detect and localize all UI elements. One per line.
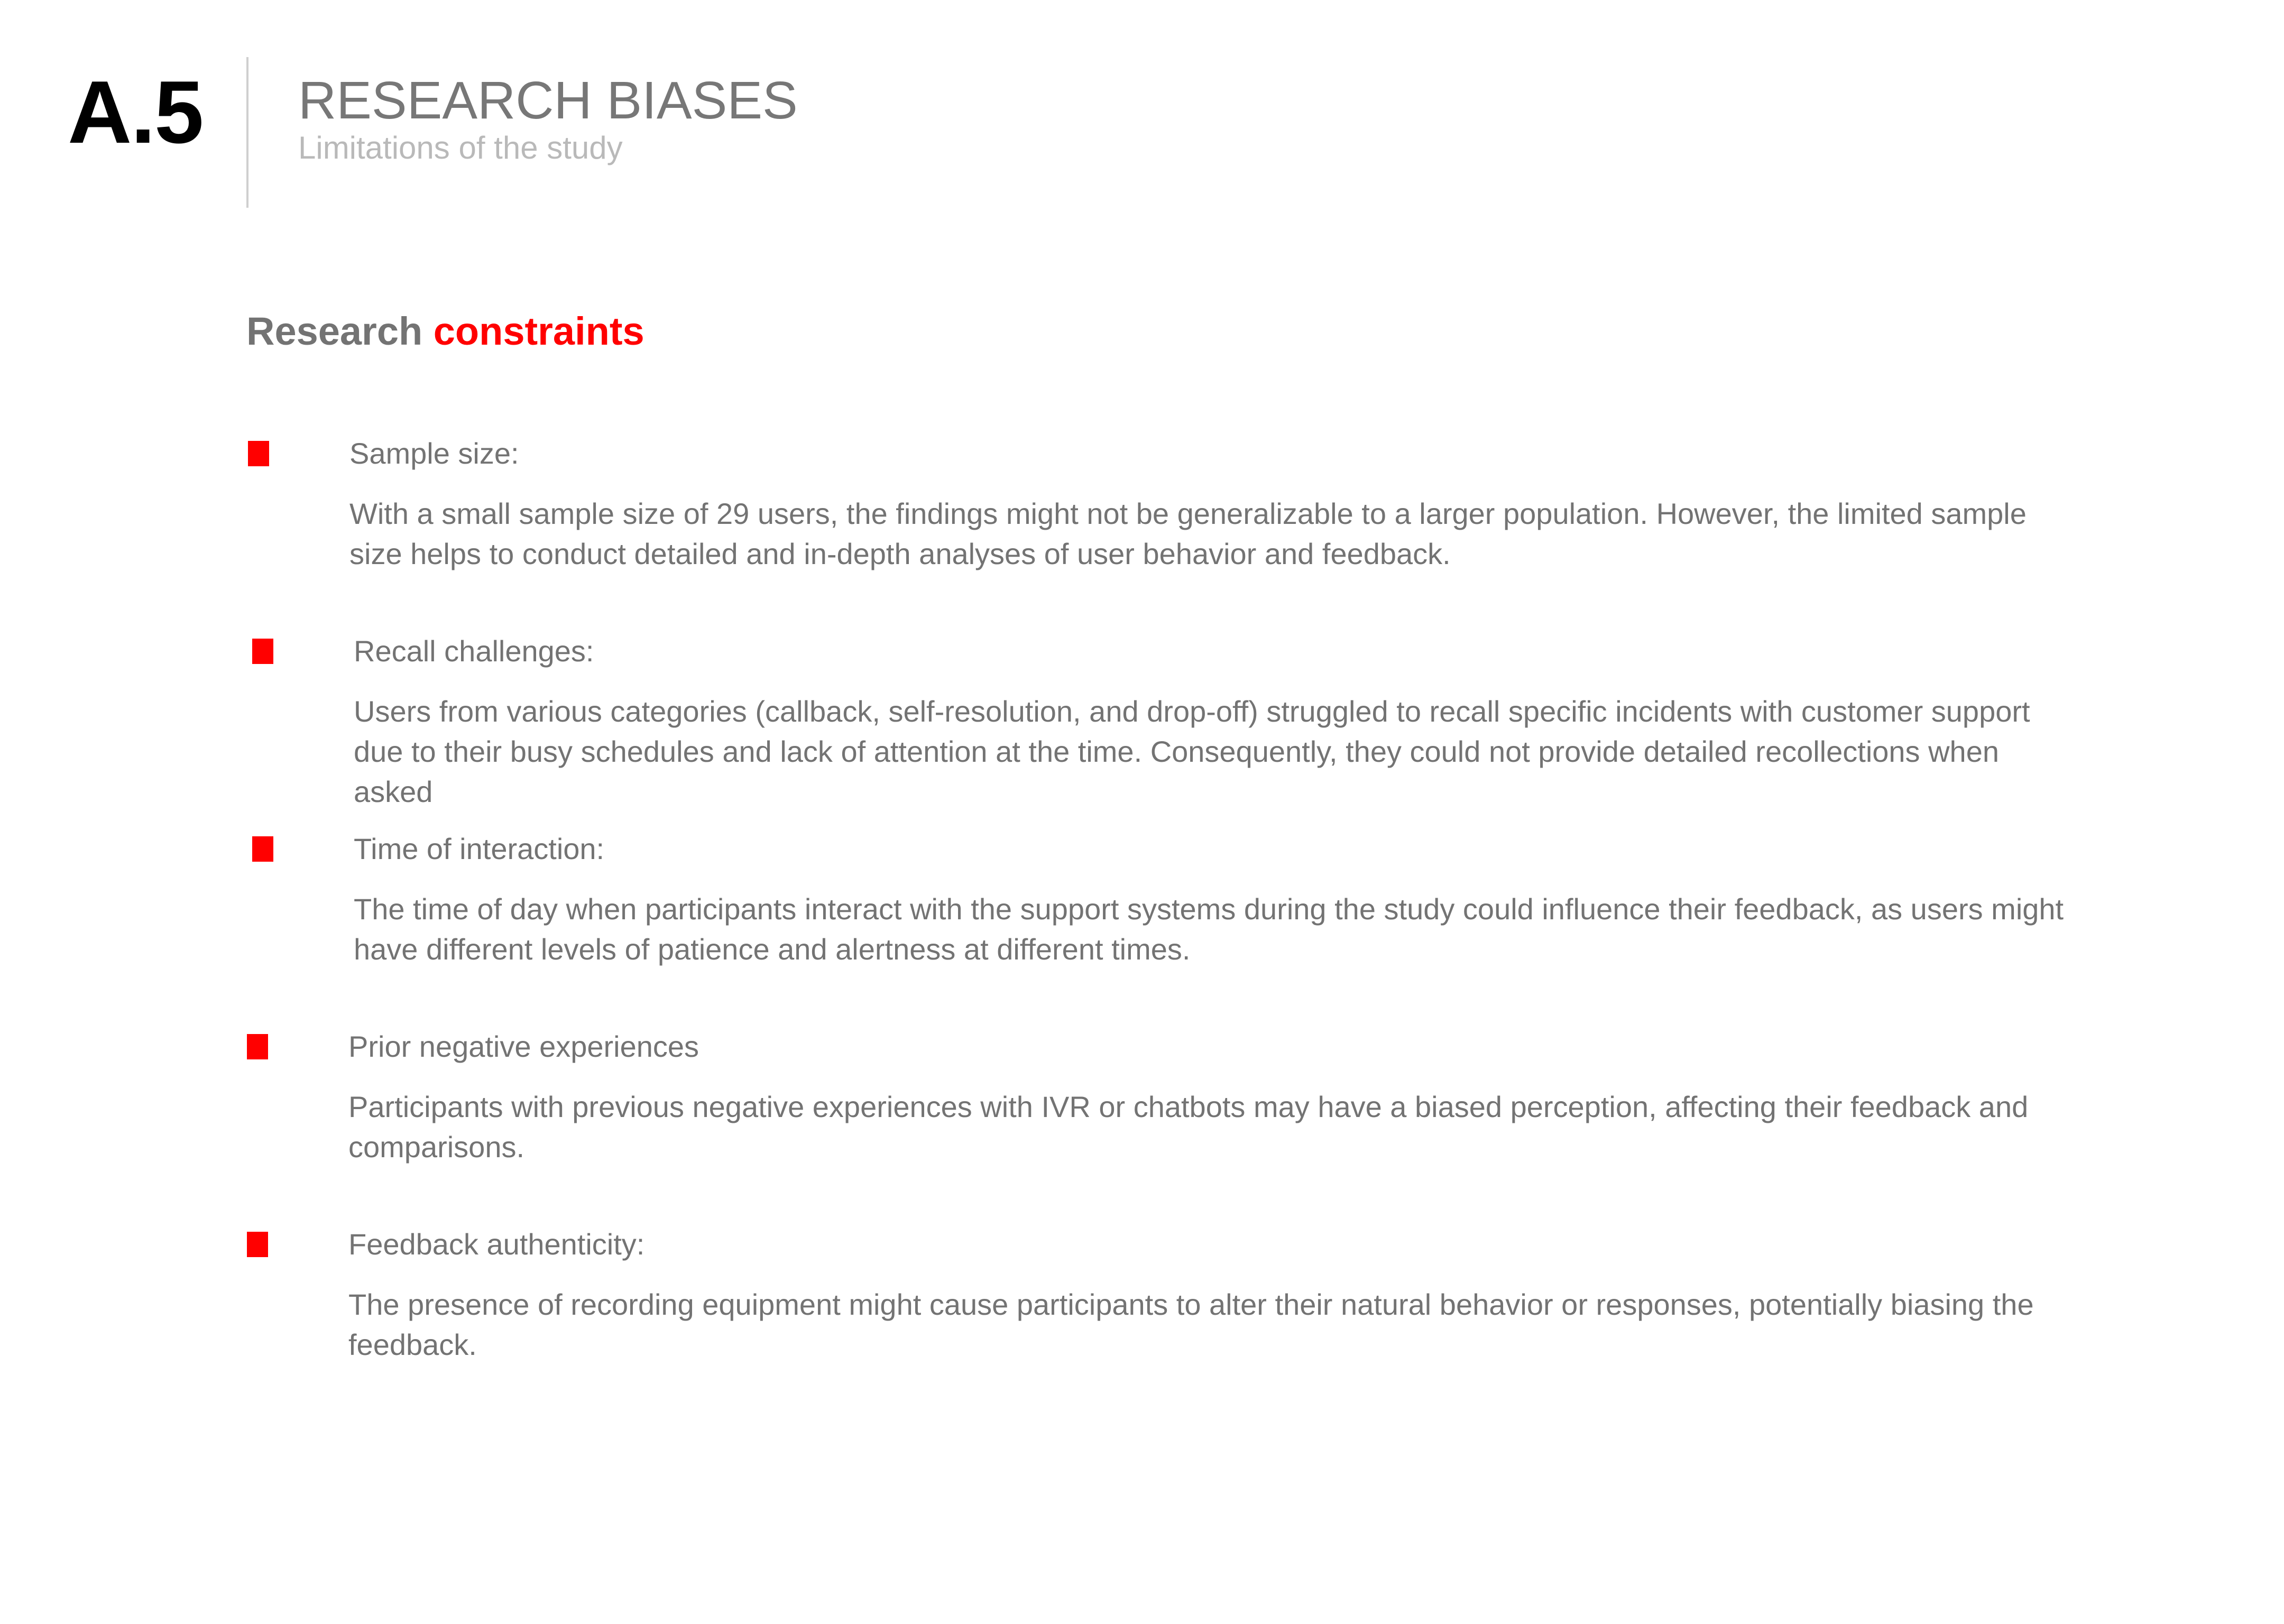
section-heading-accent: constraints	[433, 309, 644, 353]
section-number: A.5	[68, 62, 203, 162]
bullet-marker	[248, 441, 269, 466]
bullet-marker	[247, 1034, 268, 1059]
constraint-label: Feedback authenticity:	[348, 1228, 645, 1261]
constraint-text: The presence of recording equipment might cause participants to alter their natural behavior or responses, potentially biasing the feedback.	[348, 1288, 2034, 1361]
bullet-marker	[247, 1232, 268, 1257]
constraint-text: With a small sample size of 29 users, the findings might not be generalizable to a larger population. However, the limited sample size helps to conduct detailed and in-depth analyses of user behavior and feedback.	[349, 497, 2027, 570]
constraint-label: Sample size:	[349, 437, 519, 470]
page-title: RESEARCH BIASES	[298, 71, 798, 130]
page-subtitle: Limitations of the study	[298, 130, 623, 165]
header-divider	[246, 57, 248, 208]
bullet-marker	[252, 639, 273, 664]
section-heading	[246, 309, 644, 353]
constraint-text: Users from various categories (callback, self-resolution, and drop-off) struggled to recall specific incidents with customer support due to their busy schedules and lack of attention at the time. Consequently, they could not provide detailed recollections when asked	[354, 695, 2030, 808]
constraint-label: Prior negative experiences	[348, 1030, 699, 1063]
constraint-text: The time of day when participants interact with the support systems during the study could influence their feedback, as users might have different levels of patience and alertness at different times.	[354, 892, 2064, 966]
constraint-text: Participants with previous negative experiences with IVR or chatbots may have a biased perception, affecting their feedback and comparisons.	[348, 1090, 2029, 1164]
constraint-label: Recall challenges:	[354, 634, 594, 668]
constraint-label: Time of interaction:	[354, 832, 605, 865]
section-heading-plain: Research	[246, 309, 423, 353]
bullet-marker	[252, 836, 273, 862]
